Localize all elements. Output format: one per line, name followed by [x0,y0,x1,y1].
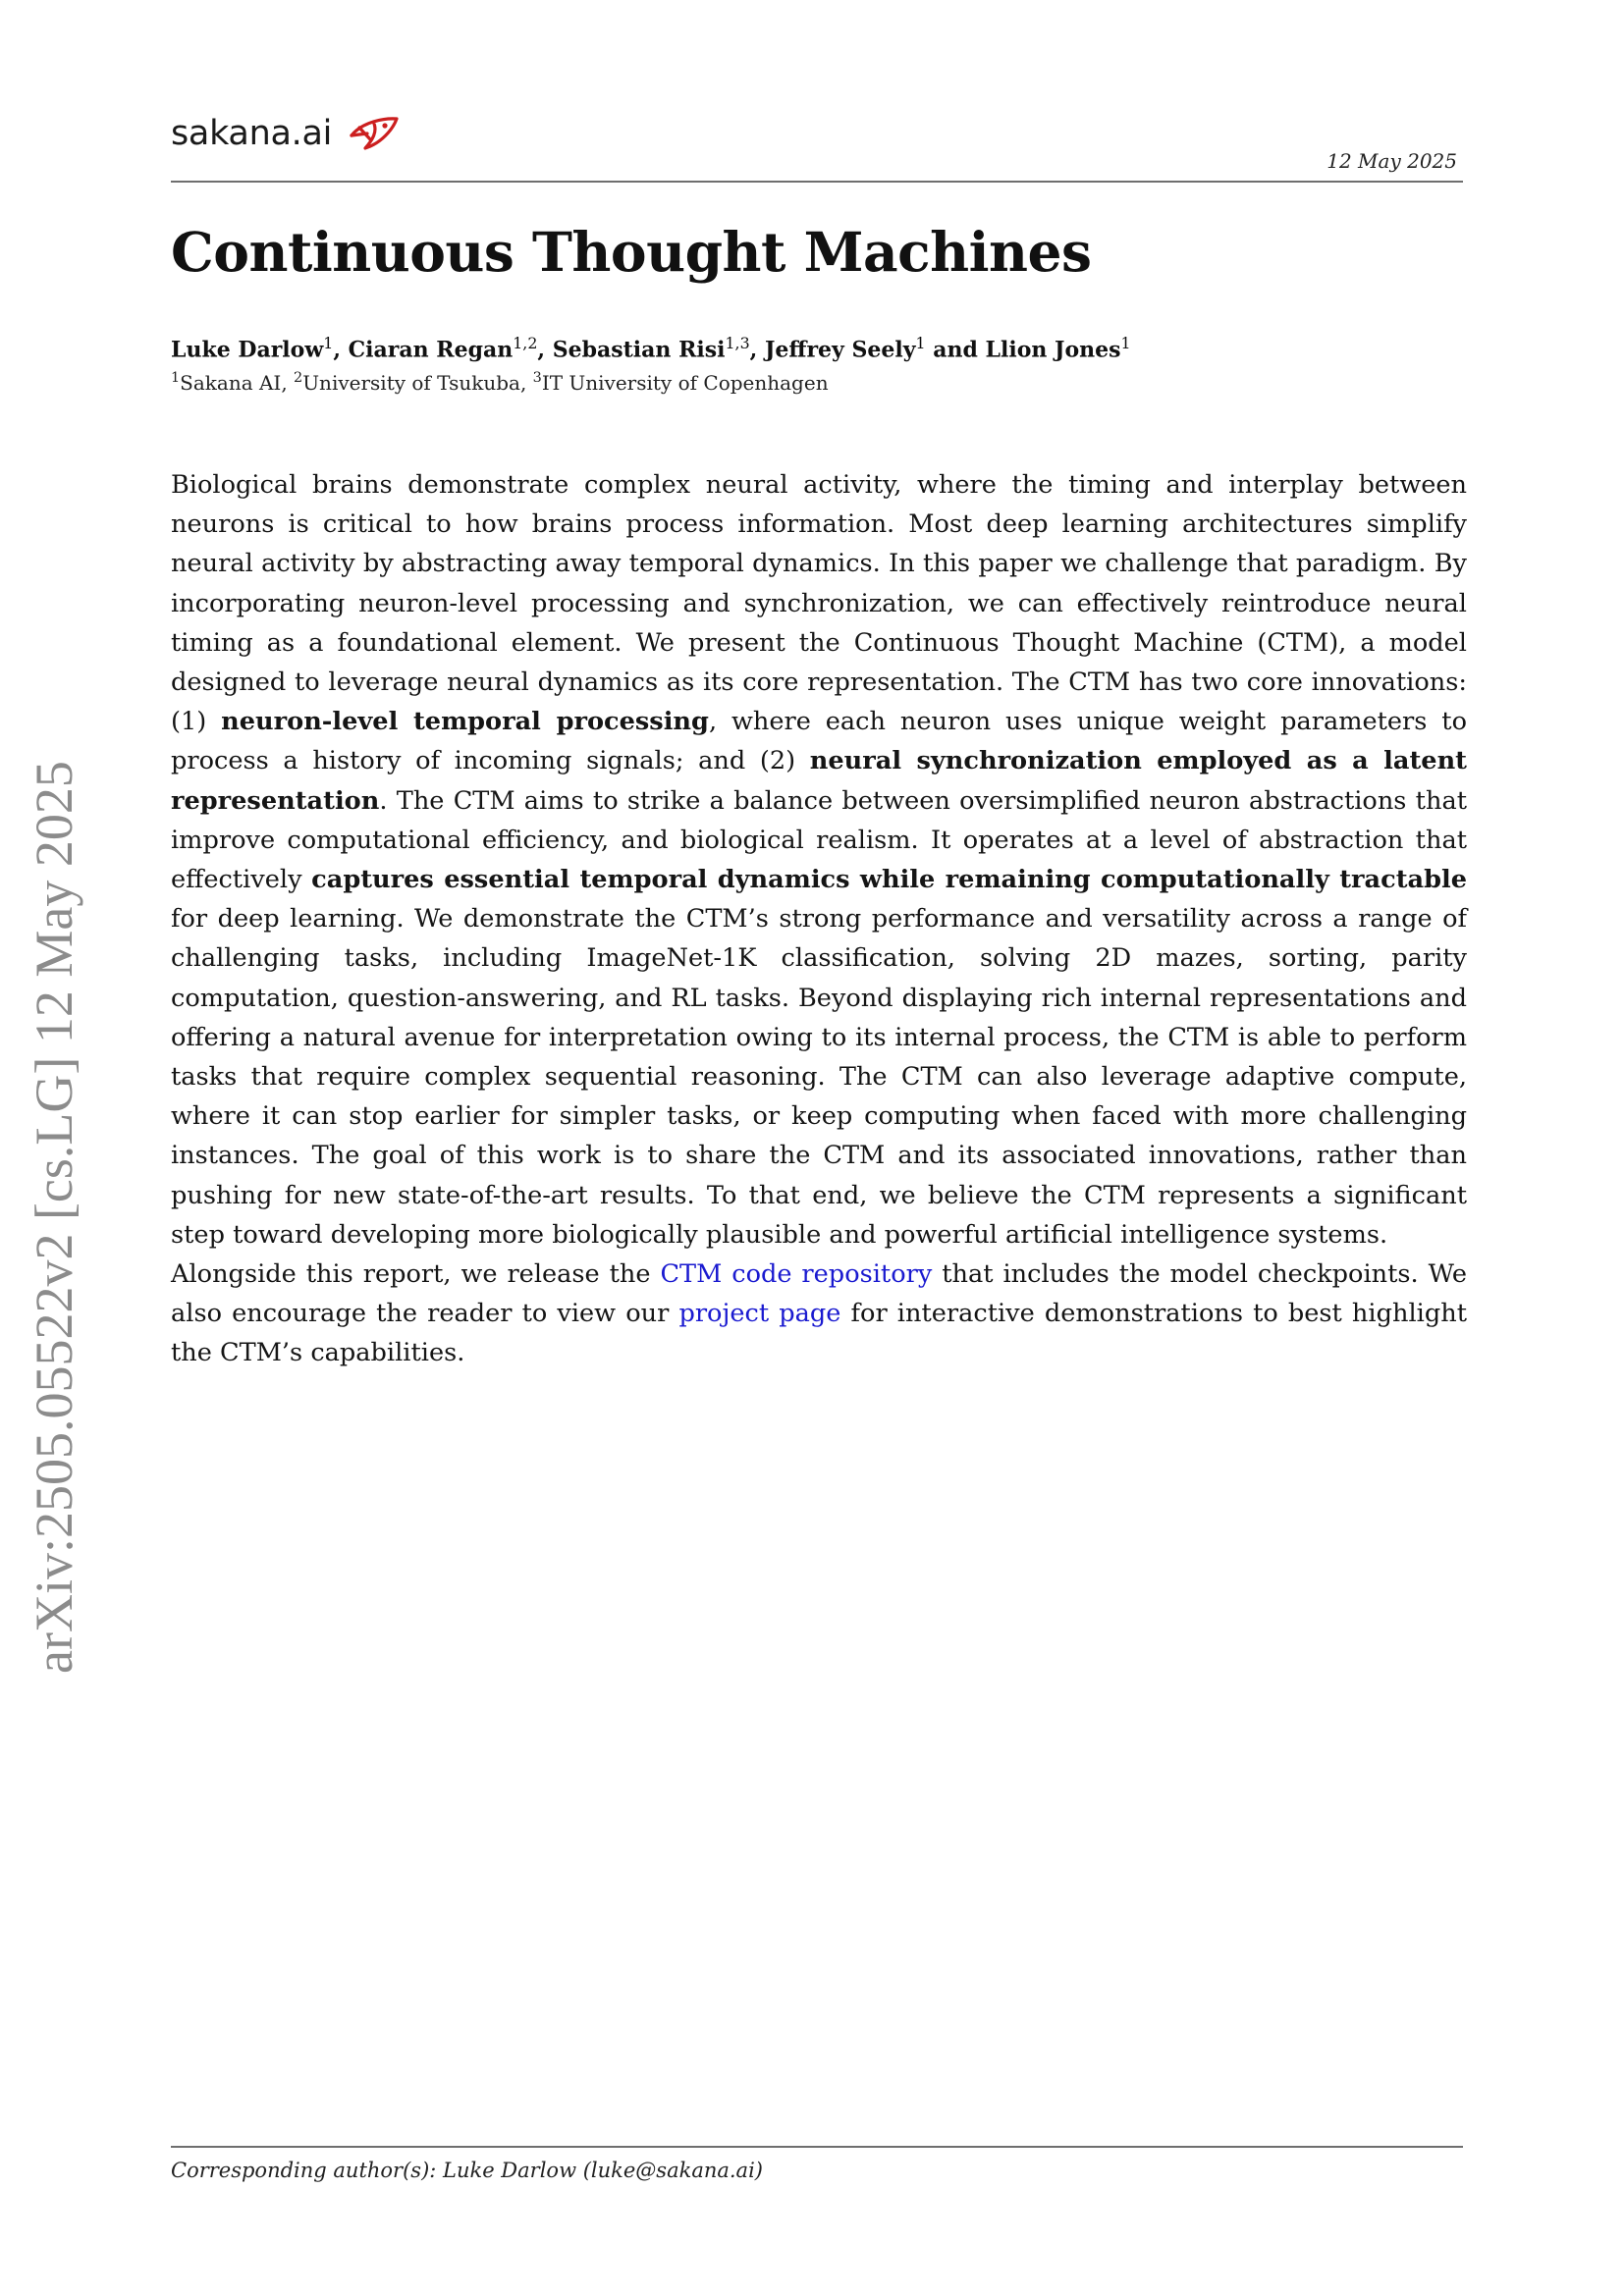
author-name: Jeffrey Seely [764,337,916,363]
author-name: Sebastian Risi [552,337,726,363]
abstract-text: , where each neuron uses unique weight parameters to process a history of incoming signals; and (2) [171,707,1468,776]
affiliation-name: University of Tsukuba, [302,370,533,395]
affiliation-list [171,370,829,395]
code-repository-link[interactable]: CTM code repository [660,1259,933,1289]
page-header [171,110,1463,183]
corresponding-author-note: Corresponding author(s): Luke Darlow (luke@sakana.ai) [171,2159,763,2182]
affiliation-number: 3 [532,370,542,386]
author-name: Llion Jones [985,337,1121,363]
author-separator: , [749,337,765,363]
arxiv-identifier: arXiv:2505.05522v2 [cs.LG] 12 May 2025 [25,761,83,1674]
author-separator: , [537,337,553,363]
header-date: 12 May 2025 [1326,149,1457,173]
affiliation-name: Sakana AI, [180,370,295,395]
affiliation-number: 1 [171,370,181,386]
release-text: Alongside this report, we release the [171,1259,661,1289]
abstract-highlight: neural synchronization employed as a latent representation [171,746,1467,816]
author-affiliation-mark: 1 [1120,334,1131,352]
author-affiliation-mark: 1,2 [513,334,538,352]
author-affiliation-mark: 1 [323,334,334,352]
logo-text: sakana.ai [171,114,333,153]
sakana-logo [171,114,401,153]
abstract-text: Biological brains demonstrate complex neural activity, where the timing and interplay between neurons is critical to how brains process information. Most deep learning architectures simplify neural activity by abstracting away temporal dynamics. In this paper we challenge that paradigm. By incorporating neuron-level processing and synchronization, we can effectively reintroduce neural timing as a foundational element. We present the Continuous Thought Machine (CTM), a model designed to leverage neural dynamics as its core representation. The CTM has two core innovations: (1) [171,470,1467,737]
abstract-highlight: captures essential temporal dynamics while remaining computationally tractable [311,865,1467,895]
abstract-highlight: neuron-level temporal processing [221,707,709,737]
author-name: Ciaran Regan [348,337,514,363]
footer-divider [171,2146,1463,2148]
affiliation-name: IT University of Copenhagen [541,370,829,395]
author-separator: , [333,337,349,363]
author-name: Luke Darlow [171,337,324,363]
release-text: that includes the model checkpoints. We also encourage the reader to view our [171,1259,1467,1329]
abstract-text: for deep learning. We demonstrate the CTM’s strong performance and versatility across a range of challenging tasks, including ImageNet-1K classification, solving 2D mazes, sorting, parity computation, question-answering, and RL tasks. Beyond displaying rich internal representations and offering a natural avenue for interpretation owing to its internal process, the CTM is able to perform tasks that require complex sequential reasoning. The CTM can also leverage adaptive compute, where it can stop earlier for simpler tasks, or keep computing when faced with more challenging instances. The goal of this work is to share the CTM and its associated innovations, rather than pushing for new state-of-the-art results. To that end, we believe the CTM represents a significant step toward developing more biologically plausible and powerful artificial intelligence systems. [171,904,1467,1250]
release-text: for interactive demonstrations to best highlight the CTM’s capabilities. [171,1299,1467,1368]
release-note [171,1255,1467,1373]
affiliation-number: 2 [294,370,303,386]
paper-title: Continuous Thought Machines [171,220,1092,284]
abstract [171,465,1467,1255]
project-page-link[interactable]: project page [678,1299,841,1329]
author-separator: and [925,337,986,363]
author-affiliation-mark: 1,3 [725,334,750,352]
sakana-fish-icon [348,114,401,153]
author-affiliation-mark: 1 [915,334,926,352]
author-list [171,334,1131,363]
abstract-text: . The CTM aims to strike a balance between oversimplified neuron abstractions that improve computational efficiency, and biological realism. It operates at a level of abstraction that effectively [171,785,1467,895]
